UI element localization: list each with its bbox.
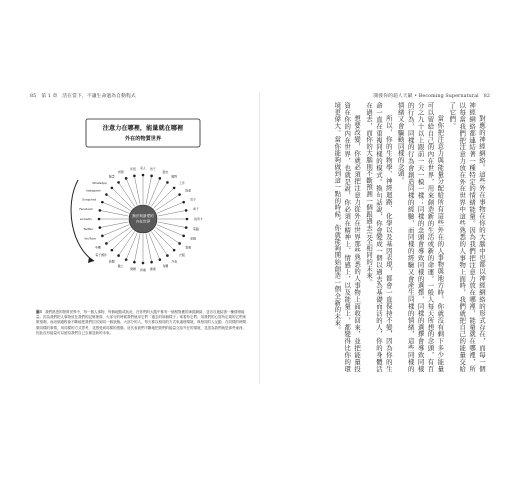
node-label: 朋友 xyxy=(162,169,169,174)
node-dot xyxy=(111,249,114,252)
figure-title: 注意力在哪裡，能量就在哪裡 xyxy=(102,125,184,132)
node-dot xyxy=(101,235,104,238)
node-label: 孩子 xyxy=(150,166,156,171)
node-dot xyxy=(159,258,162,261)
right-header-title: 開發你的超人天賦 • Becoming Supernatural xyxy=(373,94,479,99)
book-spread xyxy=(24,88,496,388)
node-dot xyxy=(159,177,162,180)
node-label: 信用卡 xyxy=(194,217,203,221)
node-dot xyxy=(166,254,169,257)
node-dot xyxy=(150,175,153,178)
node-label: 家人 xyxy=(140,166,146,170)
node-dot xyxy=(99,209,102,212)
node-dot xyxy=(186,218,189,221)
node-label: 臉書 xyxy=(108,174,115,179)
node-dot xyxy=(178,242,181,245)
caption-label: 圖5 xyxy=(36,310,42,314)
attention-energy-figure xyxy=(68,118,218,283)
node-dot xyxy=(117,254,120,257)
node-label: 衣服 xyxy=(179,253,185,258)
spoke-line xyxy=(155,195,179,211)
node-dot xyxy=(142,262,145,265)
right-page-number: 82 xyxy=(483,94,490,99)
node-dot xyxy=(117,181,120,184)
node-label: 健康 xyxy=(150,267,156,272)
body-paragraph-1: 對應的神經網絡。這些外在事物在你的大腦中也都以神經網絡的形式存在，而每一個神經網絡都連結著一種特定的情緒能量。因為我們把注意力放在哪裡，能量就在哪裡，所以每當我們把注意力放在外在世界中這些熟悉的人事物上面時，我們就把自己的能量交給了它們。 xyxy=(448,102,486,372)
node-dot xyxy=(166,181,169,184)
center-label-line1: 無法與最愛的 xyxy=(132,214,154,218)
node-label: 新聞 xyxy=(108,259,115,264)
node-label: 手機 xyxy=(94,245,101,250)
node-dot xyxy=(133,261,136,264)
node-dot xyxy=(133,175,136,178)
node-label: 電視 xyxy=(185,245,192,250)
node-dot xyxy=(105,242,108,245)
node-dot xyxy=(185,226,188,229)
node-label: 金錢 xyxy=(190,236,196,241)
left-header-title: 第 1 章 活在當下，不讓生命過為自動程式 xyxy=(41,94,136,99)
spoke-line xyxy=(106,227,130,243)
node-dot xyxy=(101,201,104,204)
spoke-line xyxy=(154,188,175,209)
node-dot xyxy=(150,261,153,264)
node-label: 寵物 xyxy=(171,174,178,179)
spoke-line xyxy=(151,231,167,255)
spoke-line xyxy=(112,230,133,251)
body-paragraph-2: 當你把注意力與能量分配給所有這些外在的人事物與地方時，你就沒有剩下多少能量可以留給自己的內在世界，用來創造新的生活或新的命運。一般人每天所想的念頭，有百分之九十以上跟前一天一模一樣；同樣的念頭會導致同樣的選擇，同樣的選擇會導致同樣的行為，同樣的行為會創造同樣的經驗，而同樣的經驗又會產生同樣的情緒，這些同樣的情緒又會驅動同樣的念頭。 xyxy=(396,102,445,372)
node-label: 電子郵件 xyxy=(95,253,107,258)
node-dot xyxy=(185,209,188,212)
spoke-line xyxy=(106,195,130,211)
node-label: 老闆 xyxy=(117,169,124,174)
node-dot xyxy=(105,193,108,196)
node-label: Facebook xyxy=(79,207,93,212)
left-page-header xyxy=(30,92,136,99)
node-dot xyxy=(182,201,185,204)
node-label: 車子 xyxy=(193,207,199,212)
node-label: LinkedIn xyxy=(79,217,92,221)
right-page xyxy=(264,88,496,388)
node-dot xyxy=(142,174,145,177)
spoke-line xyxy=(151,182,167,206)
center-label-line2: 內在世界 xyxy=(135,219,151,224)
spoke-line xyxy=(155,227,179,243)
left-page xyxy=(24,88,256,388)
node-label: 工作 xyxy=(179,180,185,185)
node-dot xyxy=(98,218,101,221)
node-label: Snapchat xyxy=(82,197,96,202)
node-label: 身體 xyxy=(162,264,169,269)
node-label: 問題 xyxy=(130,267,136,272)
body-paragraph-3: 所以，你的生物學、神經迴路、化學以及基因表現，都會一直保持不變，因為你的生命一直在重複同樣的模式。換句話說，你會變成一個以過去為基礎而活的人，你的身體活在過去，而你的大腦則不斷預測一個跟過去完全相同的未來。 xyxy=(365,102,393,372)
node-dot xyxy=(178,193,181,196)
node-label: 外表 xyxy=(171,259,178,264)
node-label: WhatsApp xyxy=(92,180,107,185)
figure-title-box xyxy=(86,119,200,147)
node-label: YouTube xyxy=(84,236,96,241)
figure-caption xyxy=(36,310,246,336)
spoke-line xyxy=(112,188,133,209)
figure-diagram xyxy=(68,118,218,283)
node-dot xyxy=(173,187,176,190)
node-label: 伴侶 xyxy=(130,166,136,171)
node-dot xyxy=(99,226,102,229)
caption-text: 我們熟悉的物質世界中，每一個人事物，每個地點或狀況，在你們的大腦中都有一個相對應的神經網絡，並各自連結著一種情緒能量。因為我們把人事物放在我們的記憶裡面，大部分的時候我們就用它們「過去的那個樣子」來看待它們，用我們的心智所定義的它們來做預測，而這個過程會不斷地把我們拉回到同一個狀態。大部分的人，每天都以相同的方式來處理環境，與相同的人互動，在同樣的時間做同樣的事情，用同樣的方式思考，並感受到同樣的感覺。這代表我們不斷地把我們的能量交給外在的環境，並認為我們就是那些東西，因此沒有能量可以留給我們自己去創造新的未來。 xyxy=(36,310,246,335)
node-dot xyxy=(125,177,128,180)
body-paragraph-4: 想要改變，你就必須把注意力從外在世界那些熟悉的人事物上面收回來，並把能量投資在你的內在世界，也就是說，你必須在精神上、情感上，以及能量上，都變得比你的環境更偉大。當你能夠做到這一點的時候，你就能夠開始創造一個全新的未來。 xyxy=(333,102,362,372)
node-label: 疼痛 xyxy=(140,268,146,272)
node-dot xyxy=(173,249,176,252)
spoke-line xyxy=(119,182,135,206)
node-label: 財產 xyxy=(185,188,192,193)
node-dot xyxy=(182,235,185,238)
node-label: Twitter xyxy=(83,226,93,231)
node-label: 敵人 xyxy=(117,264,124,269)
node-dot xyxy=(125,258,128,261)
node-label: Instagram xyxy=(85,188,101,193)
left-page-number: 85 xyxy=(30,94,37,99)
spoke-line xyxy=(154,230,175,251)
node-dot xyxy=(111,187,114,190)
node-label: 電腦 xyxy=(193,226,199,231)
figure-subtitle: 外在的物質世界 xyxy=(124,136,162,142)
book-gutter xyxy=(259,92,260,384)
right-page-header xyxy=(373,92,490,99)
vertical-body-text xyxy=(272,102,486,372)
node-label: 房子 xyxy=(190,197,196,202)
spoke-line xyxy=(119,231,135,255)
